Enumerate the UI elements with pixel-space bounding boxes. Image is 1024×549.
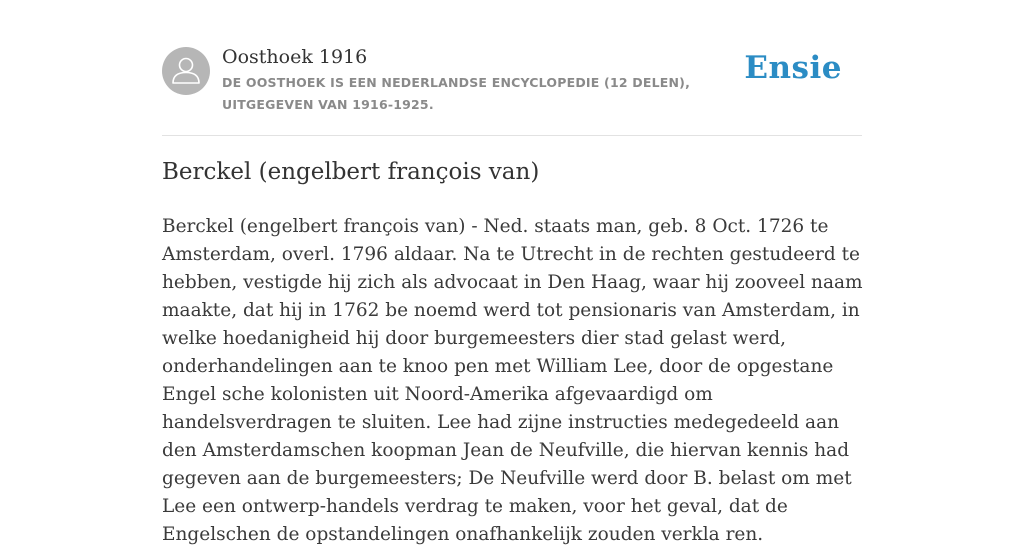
avatar (162, 47, 210, 95)
source-title[interactable]: Oosthoek 1916 (222, 46, 368, 68)
header-divider (162, 135, 862, 136)
source-description: DE OOSTHOEK IS EEN NEDERLANDSE ENCYCLOPEDIE (12 DELEN), UITGEGEVEN VAN 1916-1925. (222, 75, 691, 112)
article-title: Berckel (engelbert françois van) (162, 159, 540, 185)
user-icon (162, 47, 210, 95)
article-body: Berckel (engelbert françois van) - Ned. staats man, geb. 8 Oct. 1726 te Amsterdam, overl. 1796 aldaar. Na te Utrecht in de rechten gestudeerd te hebben, vestigde hij zich als advocaat in Den Haag, waar hij zooveel naam maakte, dat hij in 1762 be noemd werd tot pensionaris van Amsterdam, in welke hoedanigheid hij door burgemeesters dier stad gelast werd, onderhandelingen aan te knoo pen met William Lee, door de opgestane Engel sche kolonisten uit Noord-Amerika afgevaardigd om handelsverdragen te sluiten. Lee had zijne instructies medegedeeld aan den Amsterdamschen koopman Jean de Neufville, die hiervan kennis had gegeven aan de burgemeesters; De Neufville werd door B. belast om met Lee een ontwerp-handels verdrag te maken, voor het geval, dat de Engelschen de opstandelingen onafhankelijk zouden verkla ren. (162, 216, 863, 545)
source-header (162, 46, 862, 118)
ensie-logo[interactable]: Ensie (744, 50, 842, 86)
